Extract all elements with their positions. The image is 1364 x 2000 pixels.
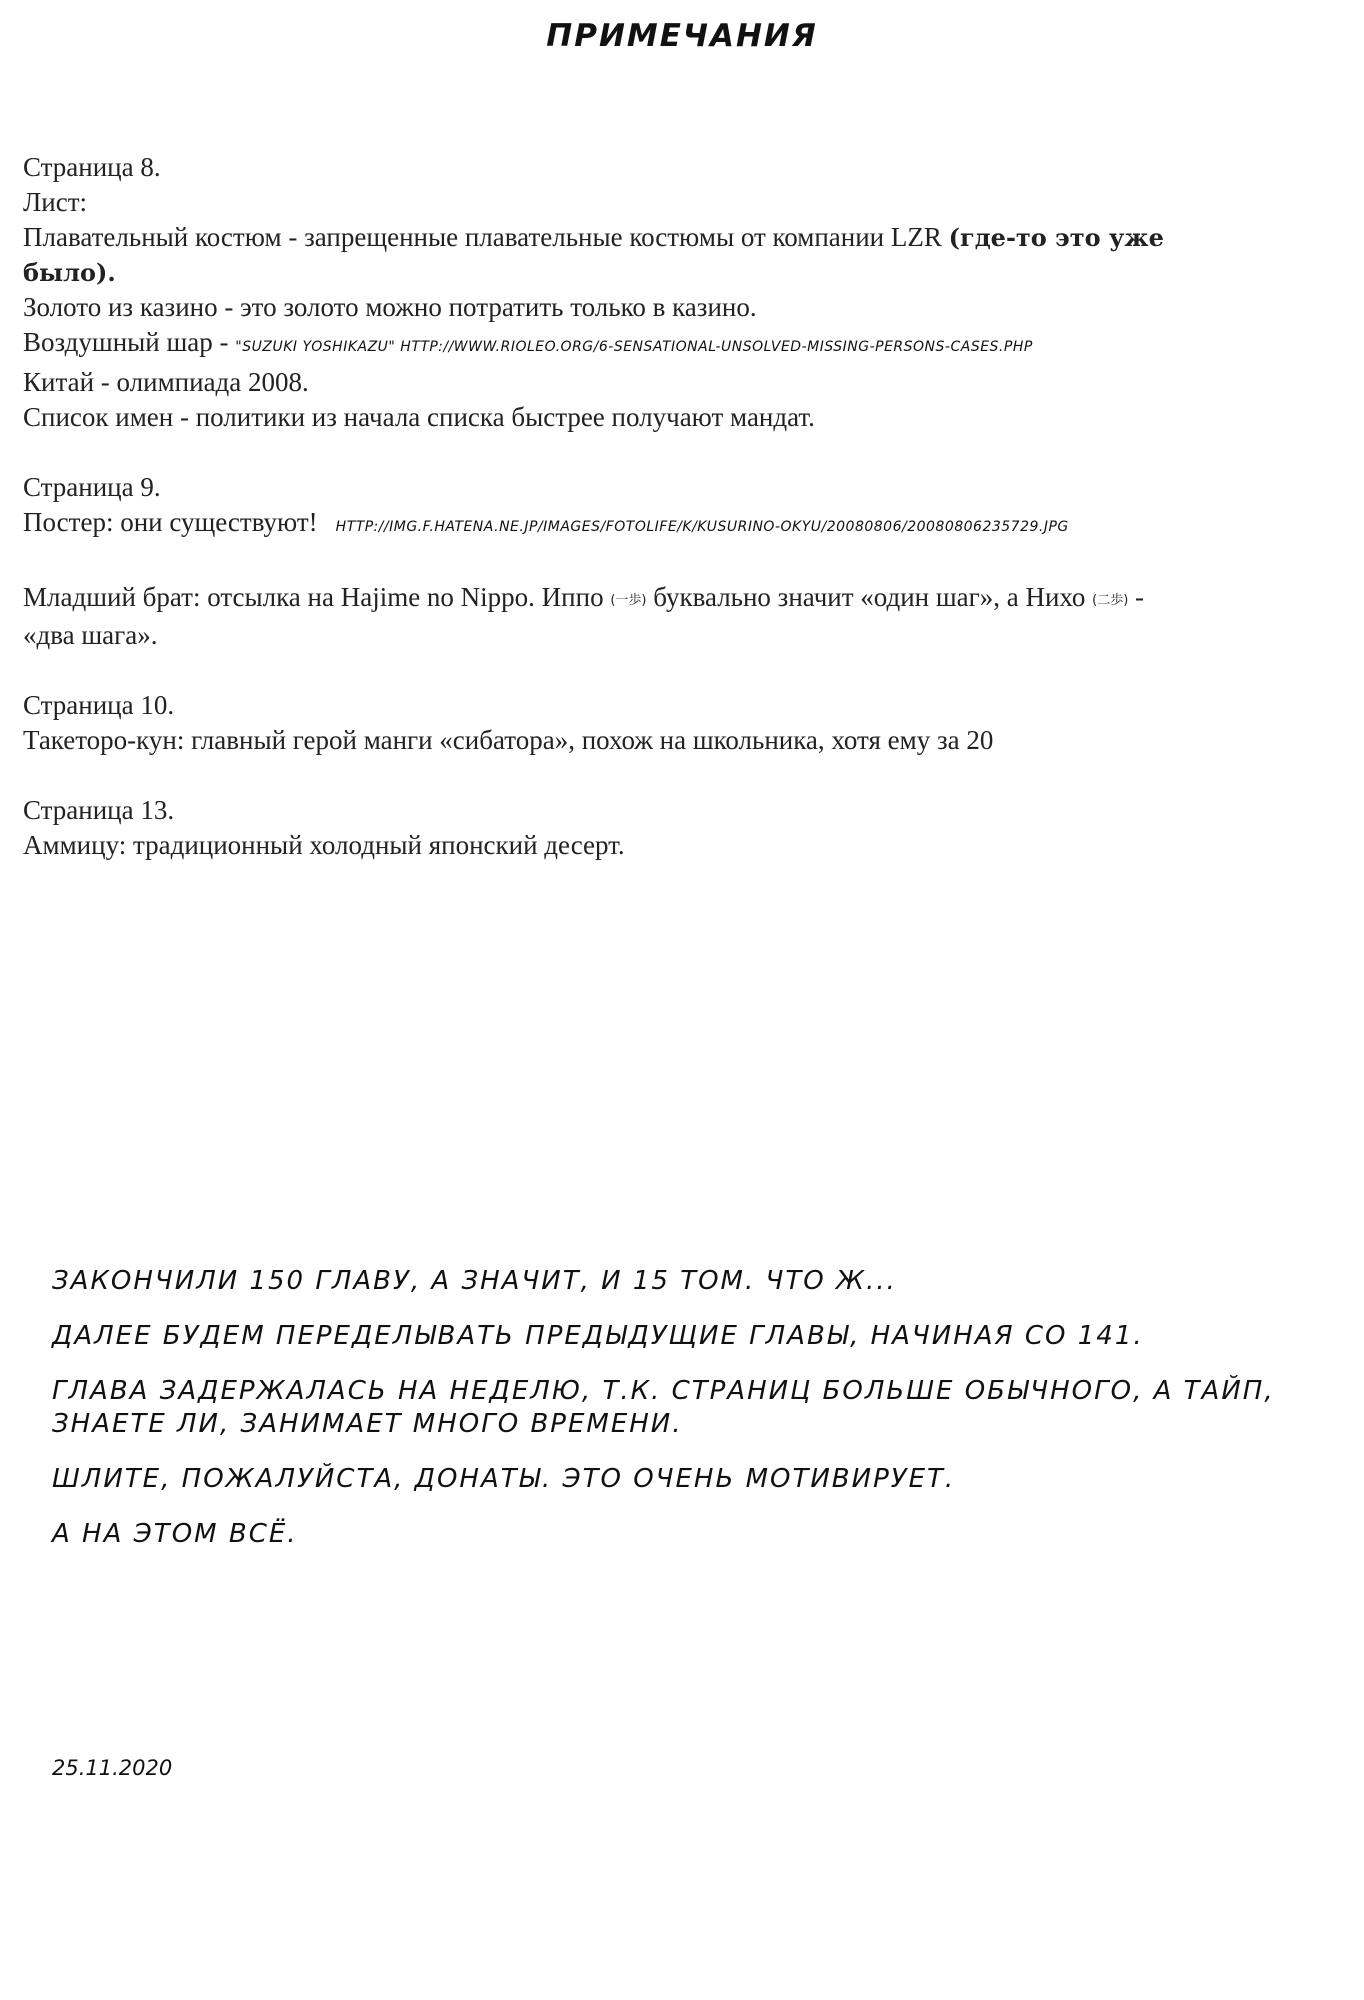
spacer <box>23 758 1343 793</box>
swimsuit-text: Плавательный костюм - запрещенные плавательные костюмы от компании LZR <box>23 222 942 252</box>
swimsuit-bold-remark: (где-то это уже <box>948 223 1164 252</box>
spacer <box>23 435 1343 470</box>
afterword-line-3a: ГЛАВА ЗАДЕРЖАЛАСЬ НА НЕДЕЛЮ, Т.К. СТРАНИЦ БОЛЬШЕ ОБЫЧНОГО, А ТАЙП, <box>52 1376 1275 1406</box>
afterword-line-3b: ЗНАЕТЕ ЛИ, ЗАНИМАЕТ МНОГО ВРЕМЕНИ. <box>52 1409 683 1439</box>
page-8-heading: Страница 8. <box>23 152 161 182</box>
spacer <box>23 653 1343 688</box>
taketoro-note: Такеторо-кун: главный герой манги «сибатора», похож на школьника, хотя ему за 20 <box>23 725 994 755</box>
brother-note-end: «два шага». <box>23 620 158 650</box>
swimsuit-note <box>23 220 1343 255</box>
afterword-line-4: ШЛИТЕ, ПОЖАЛУЙСТА, ДОНАТЫ. ЭТО ОЧЕНЬ МОТИВИРУЕТ. <box>52 1464 956 1494</box>
swimsuit-bold-remark-end: было). <box>23 258 116 287</box>
ammitsu-note: Аммицу: традиционный холодный японский десерт. <box>23 830 625 860</box>
afterword-line-1: ЗАКОНЧИЛИ 150 ГЛАВУ, А ЗНАЧИТ, И 15 ТОМ. ЧТО Ж... <box>52 1266 897 1296</box>
page-10-heading: Страница 10. <box>23 690 175 720</box>
china-note: Китай - олимпиада 2008. <box>23 367 309 397</box>
page-13-heading: Страница 13. <box>23 795 175 825</box>
brother-text-2: буквально значит «один шаг», а Нихо <box>653 582 1086 612</box>
page-9-heading: Страница 9. <box>23 472 161 502</box>
spacer <box>23 545 1343 580</box>
niho-kanji: (二歩) <box>1092 593 1129 608</box>
list-note: Лист: <box>23 187 88 217</box>
page-title: ПРИМЕЧАНИЯ <box>546 18 818 54</box>
poster-note <box>23 505 1343 545</box>
brother-text-1: Младший брат: отсылка на Hajime no Nippo. Иппо <box>23 582 604 612</box>
brother-text-3: - <box>1135 582 1145 612</box>
names-note: Список имен - политики из начала списка быстрее получают мандат. <box>23 402 815 432</box>
notes-section <box>23 150 1343 863</box>
date-stamp: 25.11.2020 <box>52 1756 173 1780</box>
afterword-line-5: А НА ЭТОМ ВСЁ. <box>52 1519 298 1549</box>
brother-note <box>23 580 1343 618</box>
afterword-line-3 <box>52 1375 1312 1441</box>
poster-text: Постер: они существуют! <box>23 507 318 537</box>
afterword-section <box>52 1265 1312 1573</box>
balloon-text: Воздушный шар - <box>23 327 229 357</box>
gold-note: Золото из казино - это золото можно потратить только в казино. <box>23 292 757 322</box>
afterword-line-2: ДАЛЕЕ БУДЕМ ПЕРЕДЕЛЫВАТЬ ПРЕДЫДУЩИЕ ГЛАВЫ, НАЧИНАЯ СО 141. <box>52 1321 1144 1351</box>
poster-url-link[interactable]: HTTP://IMG.F.HATENA.NE.JP/IMAGES/FOTOLIFE/K/KUSURINO-OKYU/20080806/20080806235729.JPG <box>335 519 1069 535</box>
balloon-note <box>23 325 1343 365</box>
ippo-kanji: (一歩) <box>610 593 647 608</box>
balloon-reference-link[interactable]: "SUZUKI YOSHIKAZU" HTTP://WWW.RIOLEO.ORG/6-SENSATIONAL-UNSOLVED-MISSING-PERSONS-CASES.PHP <box>235 339 1033 355</box>
